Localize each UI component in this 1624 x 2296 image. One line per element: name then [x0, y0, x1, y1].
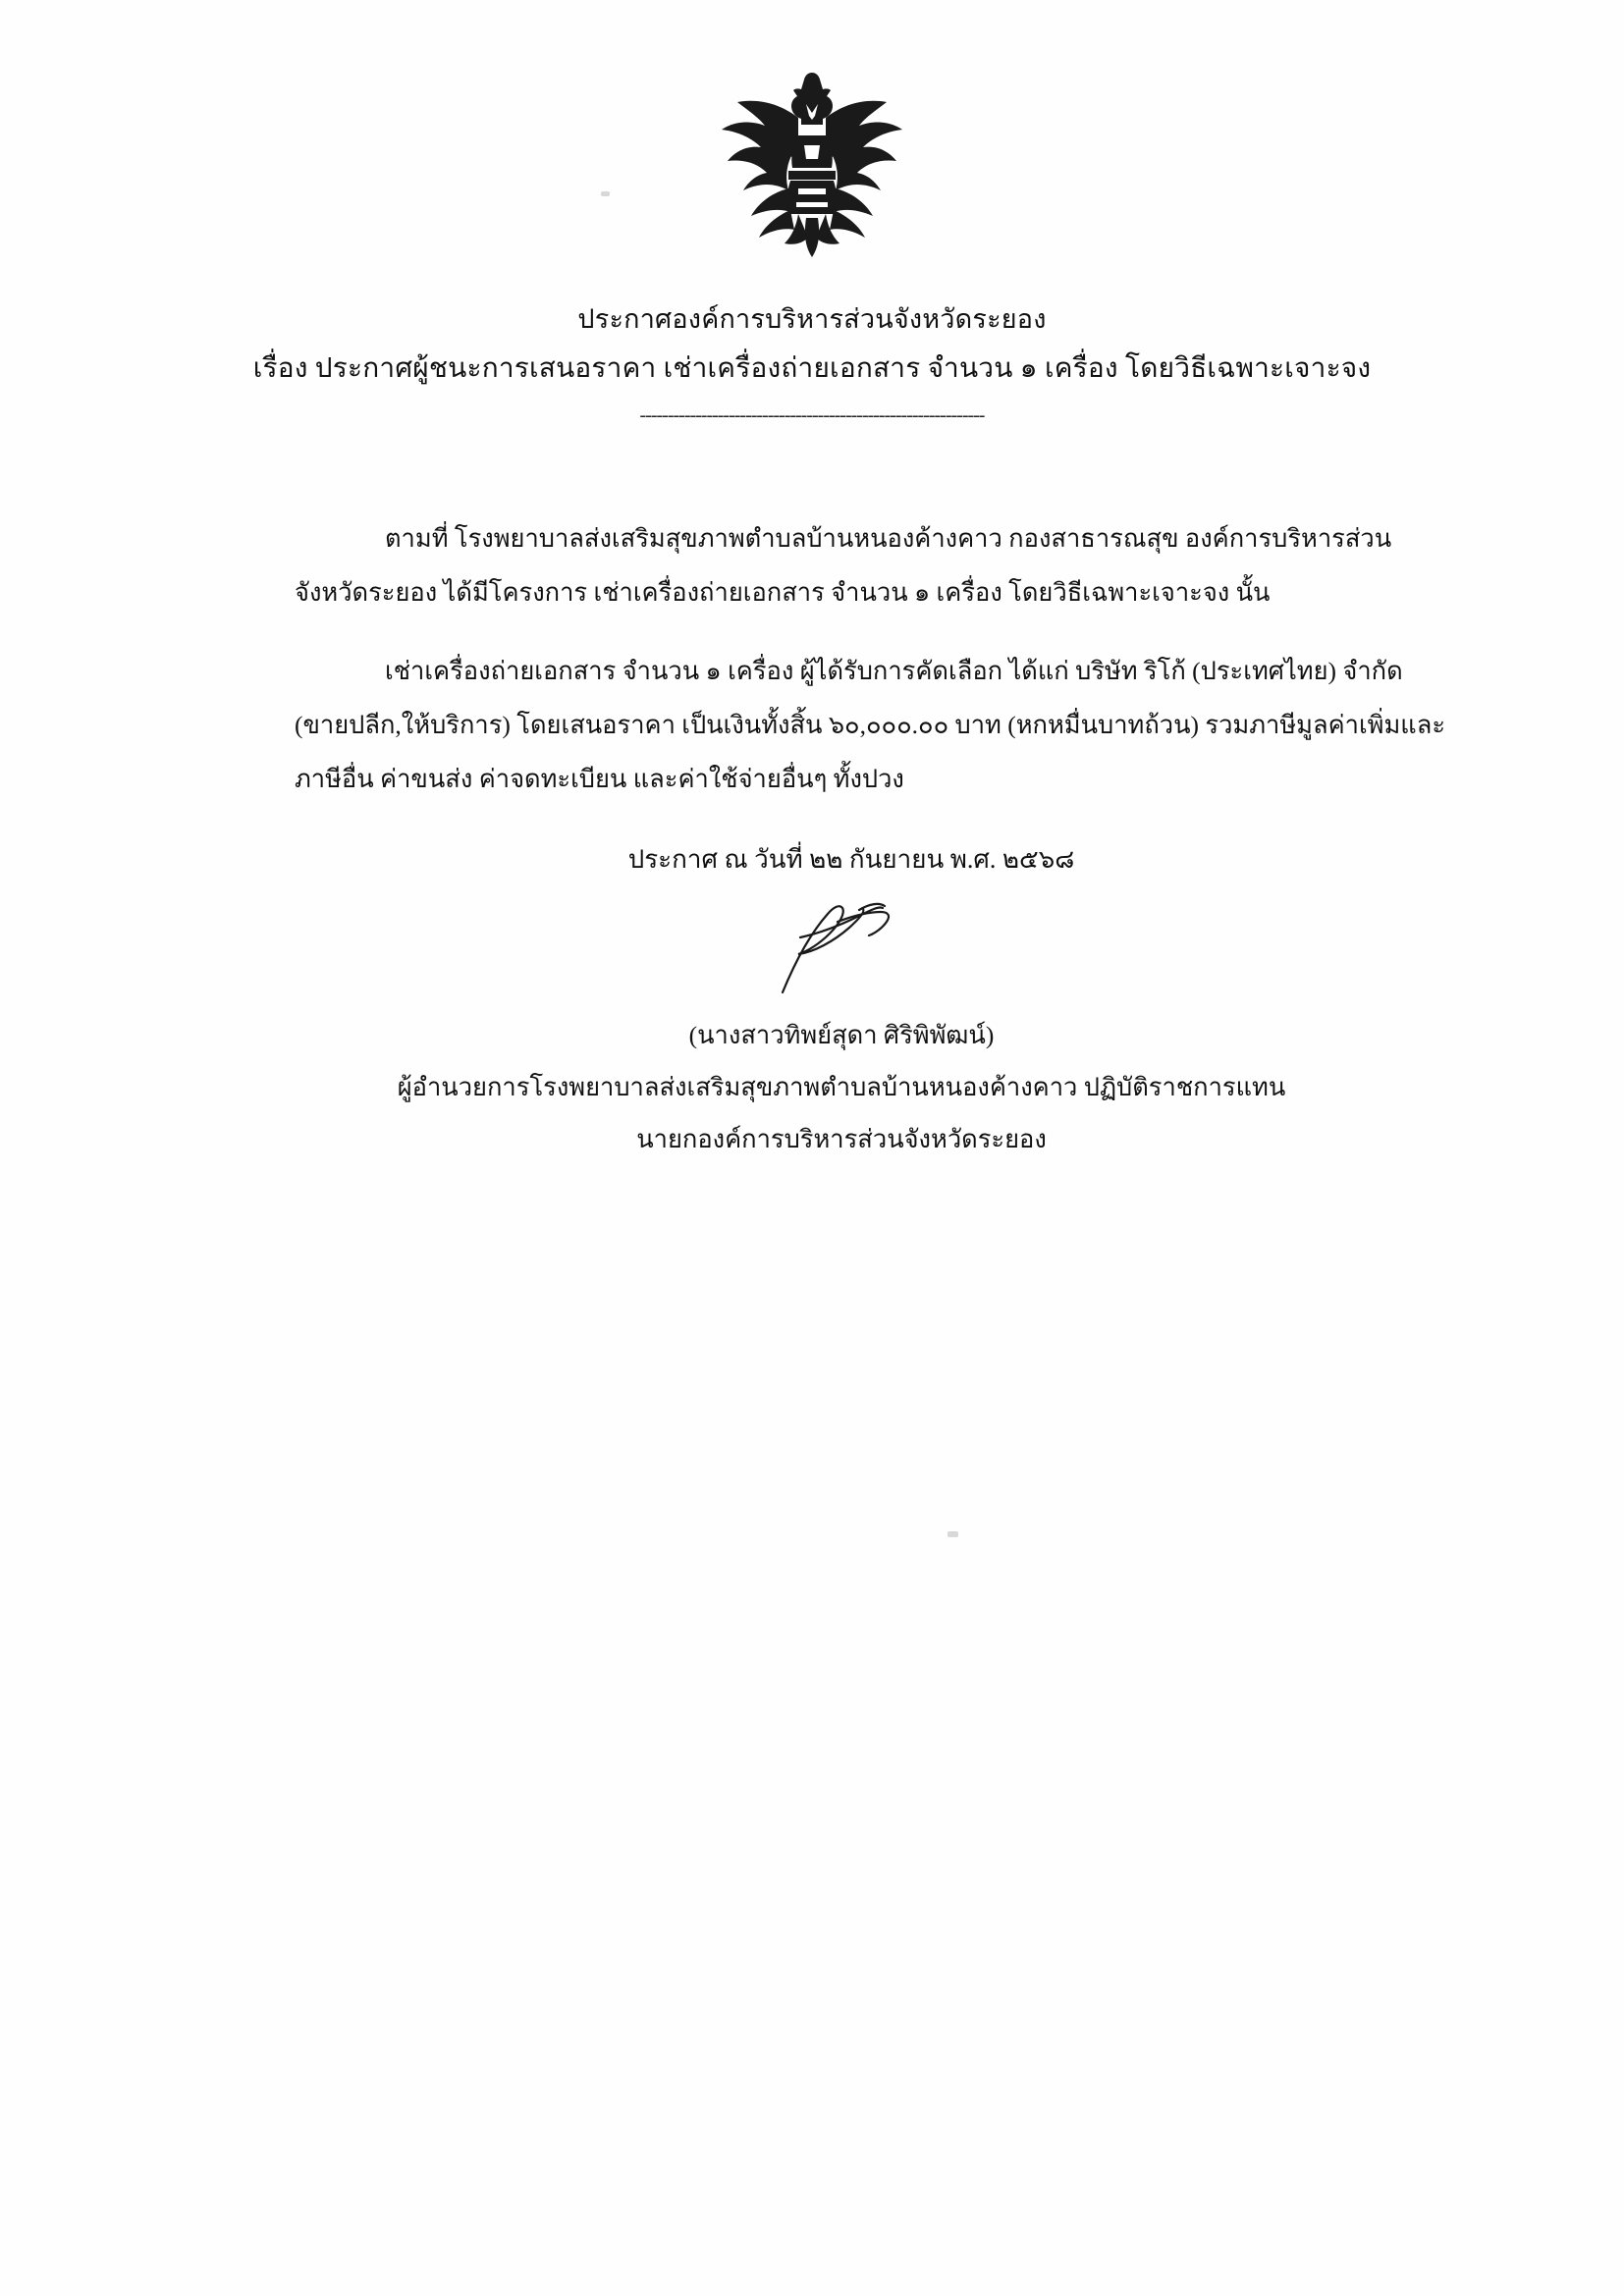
garuda-emblem	[704, 61, 920, 272]
signer-block	[0, 1009, 1624, 1165]
scan-artifact-top	[601, 191, 610, 196]
body-paragraph-1: ตามที่ โรงพยาบาลส่งเสริมสุขภาพตำบลบ้านหนองค้างคาว กองสาธารณสุข องค์การบริหารส่วนจังหวัดระยอง ได้มีโครงการ เช่าเครื่องถ่ายเอกสาร จำนวน ๑ เครื่อง โดยวิธีเฉพาะเจาะจง นั้น	[295, 523, 1392, 607]
header-divider: --------------------------------------------------------------	[639, 404, 985, 427]
document-header	[0, 299, 1624, 427]
signature-mark	[743, 898, 949, 1001]
signer-position-line-1: ผู้อำนวยการโรงพยาบาลส่งเสริมสุขภาพตำบลบ้านหนองค้างคาว ปฏิบัติราชการแทน	[397, 1073, 1286, 1101]
document-body	[295, 486, 1448, 812]
announcement-dateline: ประกาศ ณ วันที่ ๒๒ กันยายน พ.ศ. ๒๕๖๘	[627, 845, 1075, 874]
announcement-subject: เรื่อง ประกาศผู้ชนะการเสนอราคา เช่าเครื่องถ่ายเอกสาร จำนวน ๑ เครื่อง โดยวิธีเฉพาะเจาะจง	[252, 352, 1372, 384]
announcement-organization: ประกาศองค์การบริหารส่วนจังหวัดระยอง	[577, 304, 1047, 334]
body-paragraph-2: เช่าเครื่องถ่ายเอกสาร จำนวน ๑ เครื่อง ผู้ได้รับการคัดเลือก ได้แก่ บริษัท ริโก้ (ประเทศไทย) จำกัด (ขายปลีก,ให้บริการ) โดยเสนอราคา เป็นเงินทั้งสิ้น ๖๐,๐๐๐.๐๐ บาท (หกหมื่นบาทถ้วน) รวมภาษีมูลค่าเพิ่มและภาษีอื่น ค่าขนส่ง ค่าจดทะเบียน และค่าใช้จ่ายอื่นๆ ทั้งปวง	[295, 657, 1446, 793]
signer-name: (นางสาวทิพย์สุดา ศิริพิพัฒน์)	[688, 1021, 995, 1049]
scan-artifact-bottom	[947, 1531, 958, 1537]
emblem-container	[0, 61, 1624, 272]
signer-position-line-2: นายกองค์การบริหารส่วนจังหวัดระยอง	[636, 1125, 1047, 1153]
signature-container	[0, 898, 1624, 1001]
